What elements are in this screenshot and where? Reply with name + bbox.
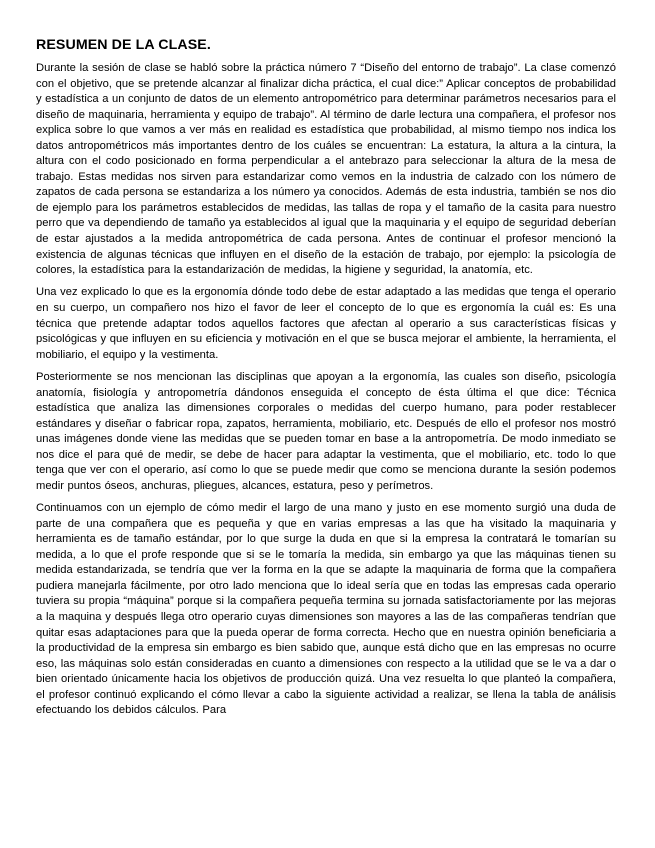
- paragraph-hand-measure-example: Continuamos con un ejemplo de cómo medir el largo de una mano y justo en ese momento surgió una duda de parte de una compañera que es pequeña y que en varias empresas a las que ha visitado la maquinaria y herramienta es de tamaño estándar, por lo que surge la duda en que si la empresa la contratará le tomarían su medida, a lo que el profe responde que si se le tomaría la medida, sin embargo ya que las máquinas tienen su medida estandarizada, se tendría que ver la forma en la que se adapte la maquinaria de forma que la compañera pudiera manejarla fácilmente, por otro lado menciona que lo ideal sería que en todas las empresas cada operario tuviera su propia “máquina” porque si la compañera pequeña termina su jornada satisfactoriamente por las mejoras a la maquina y después llega otro operario cuyas dimensiones son mayores a las de las compañeras tendrían que quitar esas adaptaciones para que la pueda operar de forma correcta. Hecho que en nuestra opinión beneficiaria a la productividad de la empresa sin embargo es bien sabido que, aunque está dicho que en las empresas no ocurre eso, las máquinas solo están consideradas en cuanto a dimensiones con respecto a la utilidad que se le va a dar o bien orientado únicamente hacia los objetivos de producción quizá. Una vez resuelta lo que planteó la compañera, el profesor continuó explicando el cómo llevar a cabo la siguiente actividad a realizar, se llena la tabla de análisis efectuando los debidos cálculos. Para: [36, 502, 616, 717]
- paragraph-anthropometry: Posteriormente se nos mencionan las disciplinas que apoyan a la ergonomía, las cuales son diseño, psicología anatomía, fisiología y antropometría dándonos enseguida el concepto de ésta última el que dice: Técnica estadística que analiza las dimensiones corporales o medidas del cuerpo humano, para poder restablecer estándares y diseñar o fabricar ropa, zapatos, herramienta, mobiliario, etc. Después de ello el profesor nos mostró unas imágenes donde viene las medidas que se pueden tomar en base a la antropometría. De modo inmediato se nos dice el para qué de medir, se debe de hacer para adaptar la vestimenta, que el mobiliario, etc. todo lo que tenga que ver con el operario, así como lo que se puede medir que como se menciona durante la sesión podemos medir puntos óseos, anchuras, pliegues, alcances, estatura, peso y perímetros.: [36, 370, 616, 492]
- document-title: RESUMEN DE LA CLASE.: [36, 37, 211, 53]
- paragraph-ergonomics: Una vez explicado lo que es la ergonomía dónde todo debe de estar adaptado a las medidas que tenga el operario en su cuerpo, un compañero nos hizo el favor de leer el concepto de lo que es ergonomía la cuál es: Es una técnica que pretende adaptar todos aquellos factores que afectan al operario a sus características físicas y psicológicas y que influyen en su eficiencia y motivación en el que se busca mejorar el ambiente, la herramienta, el mobiliario, el equipo y la vestimenta.: [36, 286, 616, 361]
- document-page: [36, 36, 616, 726]
- paragraph-session-summary: Durante la sesión de clase se habló sobre la práctica número 7 “Diseño del entorno de trabajo”. La clase comenzó con el objetivo, que se pretende alcanzar al finalizar dicha práctica, el cual dice:” Aplicar conceptos de probabilidad y estadística a un conjunto de datos de un elemento antropométrico para determinar parámetros necesarios para el diseño de maquinaria, herramienta y equipo de trabajo”. Al término de darle lectura una compañera, el profesor nos explica sobre lo que vamos a ver más en realidad es estadística que probabilidad, al mismo tiempo nos indica los datos antropométricos más importantes dentro de los cuáles se encuentran: La estatura, la altura a la cintura, la altura con el codo posicionado en forma perpendicular a el antebrazo para seleccionar la altura de la mesa de trabajo. Estas medidas nos sirven para estandarizar como vemos en la industria de calzado con los número de zapatos de cada persona se estandariza a los número ya conocidos. Además de esta industria, también se nos dio de ejemplo para los parámetros establecidos de medidas, las tallas de ropa y el tamaño de la casita para nuestro perro que va dependiendo de tamaño ya establecidos al igual que la maquinaria y el equipo de seguridad deberían de estar ajustados a la medida antropométrica de cada persona. Antes de continuar el profesor mencionó la existencia de algunas técnicas que influyen en el diseño de la estación de trabajo, por ejemplo: la psicología de colores, la estadística para la estandarización de medidas, la higiene y seguridad, la anatomía, etc.: [36, 62, 616, 277]
